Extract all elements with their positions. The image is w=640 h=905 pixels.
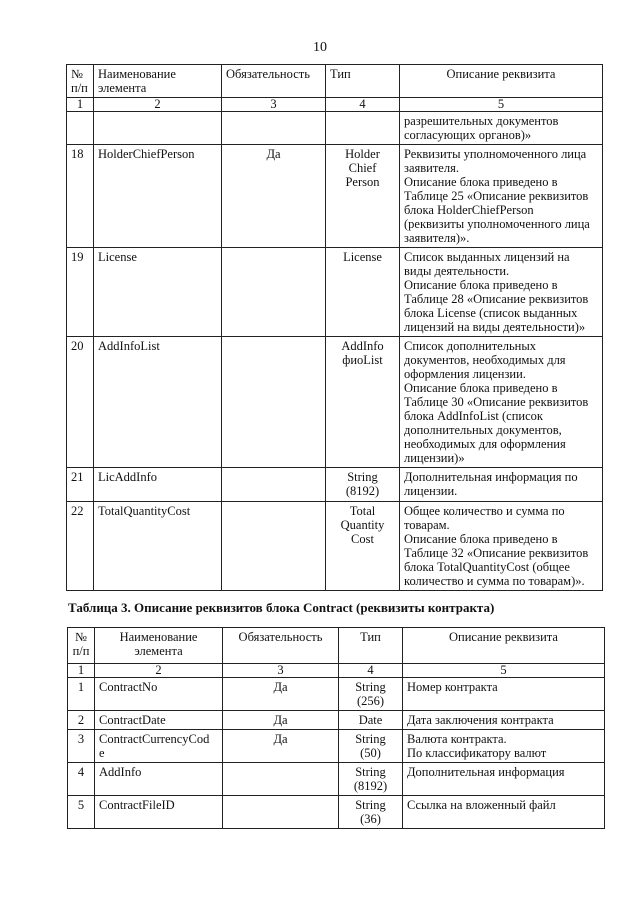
description: Валюта контракта. По классификатору валют <box>403 730 605 763</box>
row-number: 1 <box>68 678 95 711</box>
table-row <box>68 763 605 796</box>
element-name: AddInfoList <box>94 337 222 468</box>
description: Список выданных лицензий на виды деятельности. Описание блока приведено в Таблице 28 «Описание реквизитов блока License (список выданных лицензий на виды деятельности)» <box>400 248 603 337</box>
contract-requisites-table <box>67 627 605 829</box>
row-number: 19 <box>67 248 94 337</box>
mandatory <box>222 337 326 468</box>
mandatory: Да <box>222 145 326 248</box>
row-number: 21 <box>67 468 94 502</box>
description: Реквизиты уполномоченного лица заявителя. Описание блока приведено в Таблице 25 «Описание реквизитов блока HolderChiefPerson (реквизиты уполномоченного лица заявителя)». <box>400 145 603 248</box>
row-number: 18 <box>67 145 94 248</box>
table-row <box>67 502 603 591</box>
header-cell: Обязательность <box>222 65 326 98</box>
type: Total Quantity Cost <box>326 502 400 591</box>
header-cell: Обязательность <box>223 628 339 664</box>
table-row <box>68 730 605 763</box>
mandatory <box>223 796 339 829</box>
element-name: TotalQuantityCost <box>94 502 222 591</box>
requisites-table-continued <box>66 64 603 591</box>
description: разрешительных документов согласующих органов)» <box>400 112 603 145</box>
description: Дополнительная информация <box>403 763 605 796</box>
table-row <box>67 468 603 502</box>
element-name: ContractFileID <box>95 796 223 829</box>
table-row <box>67 337 603 468</box>
column-number-row <box>67 98 603 112</box>
element-name: License <box>94 248 222 337</box>
column-number: 5 <box>400 98 603 112</box>
table-row <box>67 145 603 248</box>
mandatory: Да <box>223 678 339 711</box>
column-number: 3 <box>222 98 326 112</box>
type: String (8192) <box>326 468 400 502</box>
row-number: 20 <box>67 337 94 468</box>
mandatory <box>222 502 326 591</box>
element-name: HolderChiefPerson <box>94 145 222 248</box>
mandatory <box>222 248 326 337</box>
row-number: 5 <box>68 796 95 829</box>
row-number: 4 <box>68 763 95 796</box>
type: Date <box>339 711 403 730</box>
row-number: 22 <box>67 502 94 591</box>
table-caption: Таблица 3. Описание реквизитов блока Contract (реквизиты контракта) <box>68 600 495 615</box>
header-cell: № п/п <box>68 628 95 664</box>
table-row <box>68 711 605 730</box>
header-cell: Наименование элемента <box>94 65 222 98</box>
description: Дата заключения контракта <box>403 711 605 730</box>
header-cell: Тип <box>326 65 400 98</box>
header-cell: Тип <box>339 628 403 664</box>
row-number <box>67 112 94 145</box>
table-row <box>67 112 603 145</box>
header-cell: № п/п <box>67 65 94 98</box>
page-number: 10 <box>313 40 327 55</box>
column-number: 2 <box>94 98 222 112</box>
description: Дополнительная информация по лицензии. <box>400 468 603 502</box>
table-row <box>68 796 605 829</box>
column-number: 4 <box>326 98 400 112</box>
row-number: 3 <box>68 730 95 763</box>
element-name: AddInfo <box>95 763 223 796</box>
type: String (8192) <box>339 763 403 796</box>
column-number: 5 <box>403 664 605 678</box>
table-row <box>68 678 605 711</box>
column-number: 3 <box>223 664 339 678</box>
table-row <box>67 248 603 337</box>
type: String (256) <box>339 678 403 711</box>
element-name: ContractCurrencyCod e <box>95 730 223 763</box>
header-cell: Описание реквизита <box>403 628 605 664</box>
row-number: 2 <box>68 711 95 730</box>
element-name: ContractNo <box>95 678 223 711</box>
element-name <box>94 112 222 145</box>
description: Ссылка на вложенный файл <box>403 796 605 829</box>
type <box>326 112 400 145</box>
mandatory: Да <box>223 711 339 730</box>
element-name: ContractDate <box>95 711 223 730</box>
column-number-row <box>68 664 605 678</box>
column-number: 4 <box>339 664 403 678</box>
type: String (36) <box>339 796 403 829</box>
type: String (50) <box>339 730 403 763</box>
type: Holder Chief Person <box>326 145 400 248</box>
mandatory: Да <box>223 730 339 763</box>
mandatory <box>222 468 326 502</box>
description: Список дополнительных документов, необходимых для оформления лицензии. Описание блока приведено в Таблице 30 «Описание реквизитов блока AddInfoList (список дополнительных документов, необходимых для оформления лицензии)» <box>400 337 603 468</box>
column-number: 1 <box>68 664 95 678</box>
mandatory <box>222 112 326 145</box>
element-name: LicAddInfo <box>94 468 222 502</box>
type: License <box>326 248 400 337</box>
table-header-row <box>67 65 603 98</box>
type: AddInfo фиоList <box>326 337 400 468</box>
header-cell: Наименование элемента <box>95 628 223 664</box>
table-header-row <box>68 628 605 664</box>
mandatory <box>223 763 339 796</box>
description: Номер контракта <box>403 678 605 711</box>
column-number: 2 <box>95 664 223 678</box>
column-number: 1 <box>67 98 94 112</box>
header-cell: Описание реквизита <box>400 65 603 98</box>
description: Общее количество и сумма по товарам. Описание блока приведено в Таблице 32 «Описание реквизитов блока TotalQuantityCost (общее количество и сумма по товарам)». <box>400 502 603 591</box>
